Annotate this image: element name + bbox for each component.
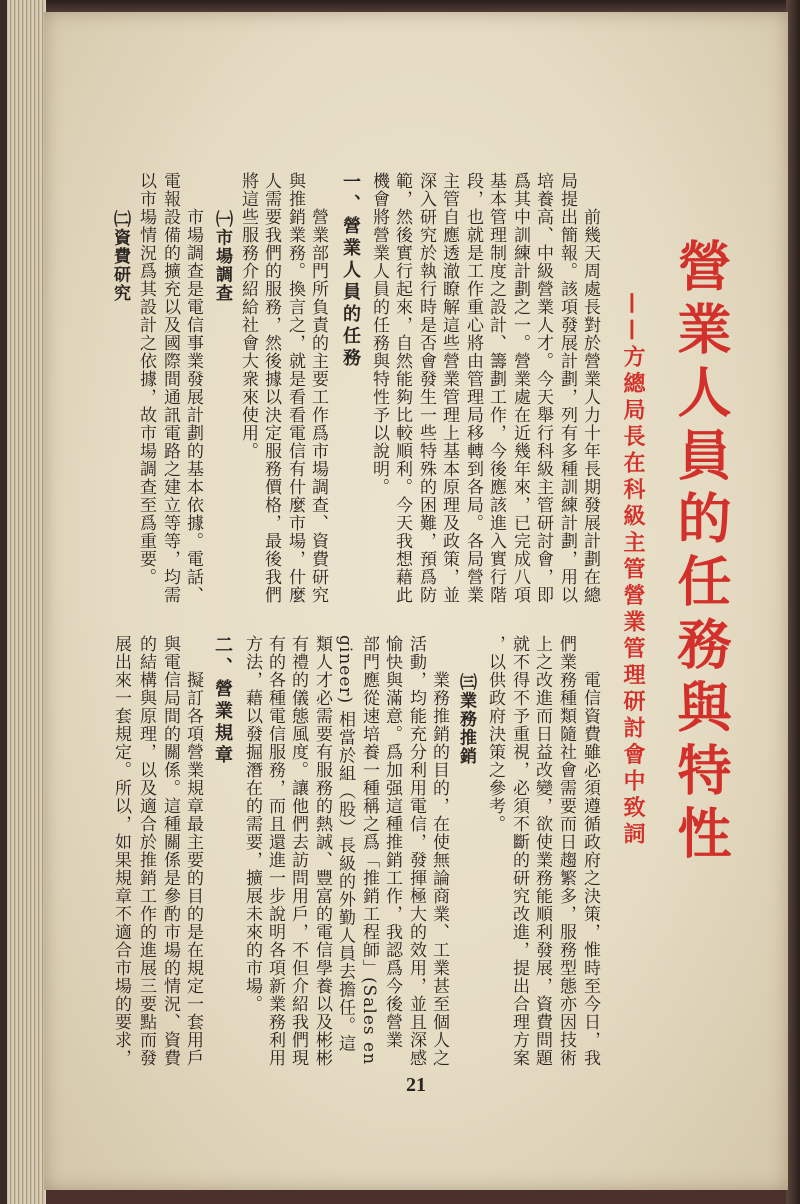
page-stack-edge [0,0,46,1204]
intro-line: 深入研究於執行時是否會發生一些特殊的困難，預爲防 [416,172,436,604]
body-line: 電報設備的擴充以及國際間通訊電路之建立等等，均需 [160,172,180,604]
body-line: 的結構與原理，以及適合於推銷工作的進展三要點而發 [136,635,156,1067]
body-line: 以市場情況爲其設計之依據，故市場調查至爲重要。 [136,172,156,586]
intro-line: 主管自應透澈瞭解這些營業管理上基本原理及政策，並 [439,172,459,604]
body-line: 類人才必需要有服務的熱誠、豐富的電信學養以及彬彬 [312,635,332,1067]
body-line: 營業部門所負責的主要工作爲市場調查、資費研究 [308,208,328,604]
body-line: 方法，藉以發掘潛在的需要，擴展未來的市場。 [242,635,262,1013]
body-line: 業務推銷的目的，在使無論商業、工業甚至個人之 [429,671,449,1067]
body-line: 與電信局間的關係。這種關係是參酌市場的情況、資費 [160,635,180,1067]
intro-line: 基本管理制度之設計、籌劃工作，今後應該進入實行階 [486,172,506,604]
body-line: 將這些服務介紹給社會大衆來使用。 [238,172,258,460]
intro-line: 爲其中訓練計劃之一。營業處在近幾年來，已完成八項 [510,172,530,604]
intro-line: 培養高、中級營業人才。今天舉行科級主管研討會，即 [533,172,553,604]
body-line: 有禮的儀態風度。讓他們去訪問用戶，不但介紹我們現 [288,635,308,1067]
page-number: 21 [406,1074,426,1096]
body-line: 就不得不予重視，必須不斷的研究改進，提出合理方案 [509,635,529,1067]
body-line: 人需要我們的服務，然後據以決定服務價格，最後我們 [261,172,281,604]
body-line: 展出來一套規定。所以，如果規章不適合市場的要求， [111,635,131,1067]
body-line: gineer) 相當於組（股）長級的外勤人員去擔任。這 [335,635,355,1053]
section-heading-regulations: 二、營業規章 [212,635,233,767]
book-cover-right-edge [786,0,800,1204]
article-title: 營業人員的任務與特性 [669,238,732,868]
intro-line: 範，然後實行起來，自然能夠比較順利。今天我想藉此 [392,172,412,604]
intro-line: 前幾天周處長對於營業人力十年長期發展計劃在總 [580,208,600,604]
body-line: 活動，均能充分利用電信，發揮極大的效用，並且深感 [406,635,426,1067]
body-line: 電信資費雖必須遵循政府之決策，惟時至今日，我 [580,671,600,1067]
body-line: 與推銷業務。換言之，就是看看電信有什麼市場，什麼 [285,172,305,604]
intro-line: 機會將營業人員的任務與特性予以說明。 [369,172,389,496]
article-byline: ——方總局長在科級主管營業管理研討會中致詞 [620,292,645,849]
intro-line: 段，也就是工作重心將由管理局移轉到各局。各局營業 [463,172,483,604]
body-line: 們業務種類隨社會需要而日趨繁多，服務型態亦因技術 [556,635,576,1067]
body-line: 部門應從速培養一種稱之爲「推銷工程師」(Sales en [359,635,379,1066]
body-line: ，以供政府決策之參考。 [485,635,505,833]
body-line: 市場調查是電信事業發展計劃的基本依據。電話、 [183,208,203,604]
body-line: 有的各種電信服務，而且還進一步說明各項新業務利用 [265,635,285,1067]
subheading-tariff-research: ㈡資費研究 [110,210,130,303]
body-line: 上之改進而日益改變，欲使業務能順利發展，資費問題 [532,635,552,1067]
subheading-sales-promotion: ㈢業務推銷 [456,673,476,766]
section-heading-duties: 一、營業人員的任務 [340,172,361,370]
subheading-market-research: ㈠市場調查 [212,210,232,303]
intro-line: 局提出簡報。該項發展計劃，列有多種訓練計劃，用以 [557,172,577,604]
body-line: 擬訂各項營業規章最主要的目的是在規定一套用戶 [183,671,203,1067]
body-line: 愉快與滿意。爲加强這種推銷工作，我認爲今後營業 [382,635,402,1049]
